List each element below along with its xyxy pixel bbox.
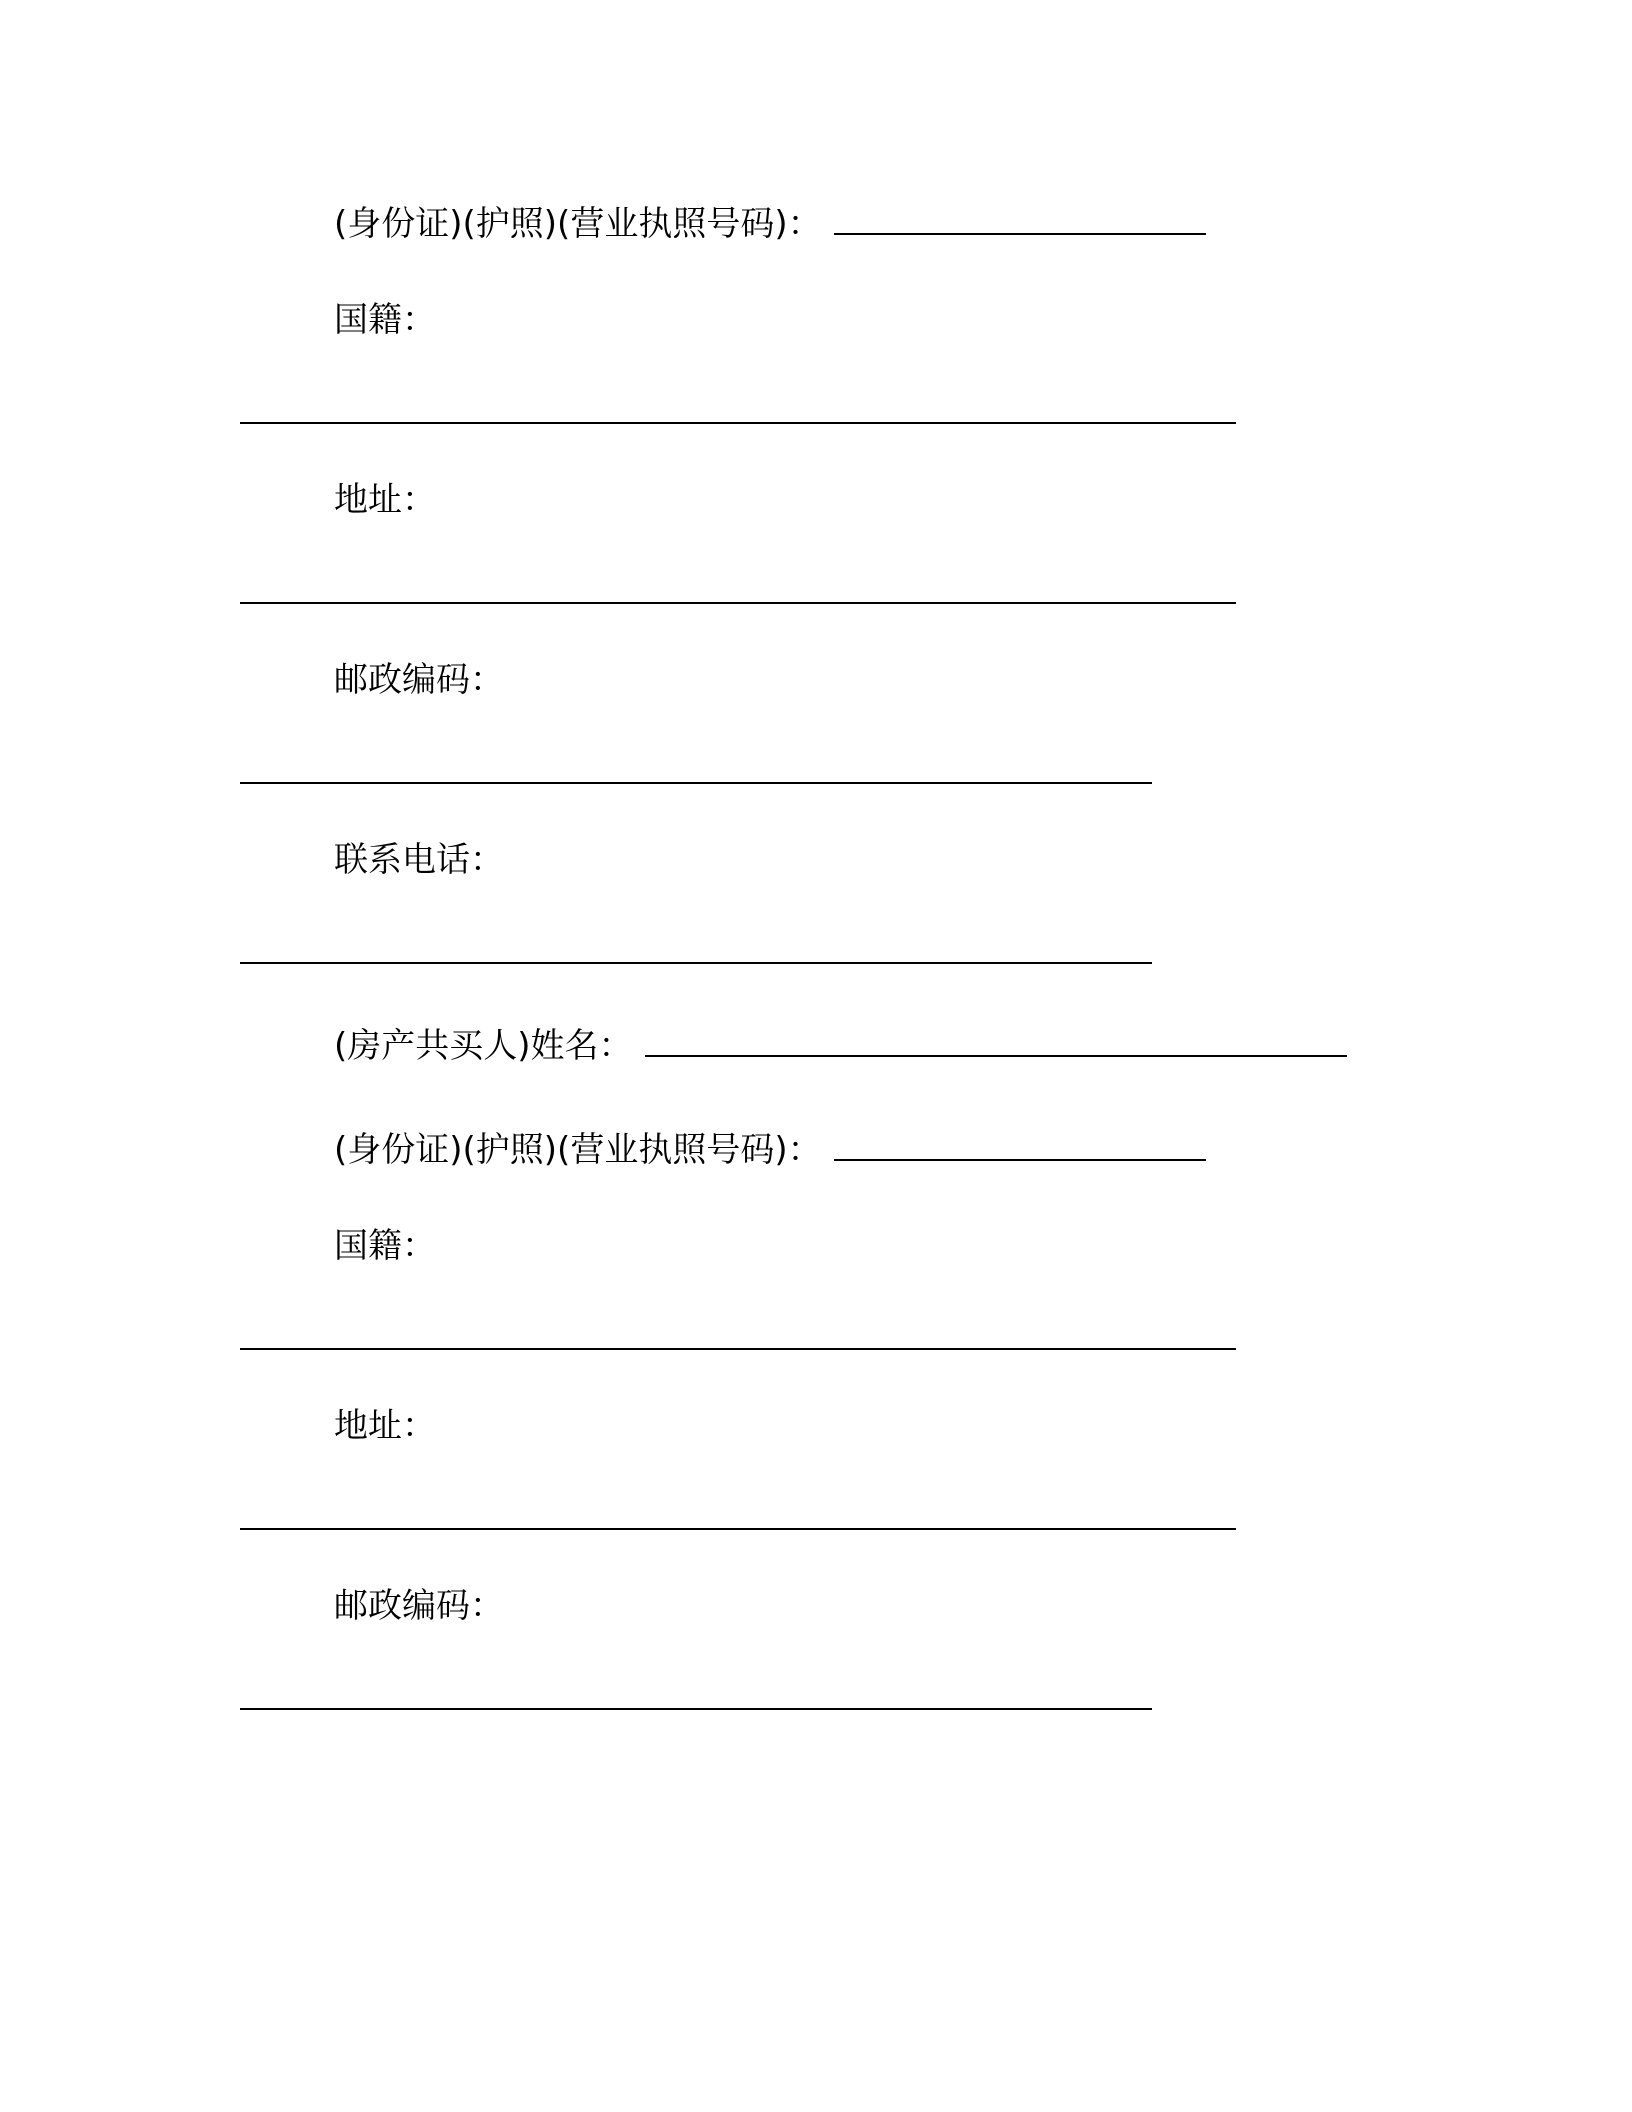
address-label: 地址：	[334, 480, 436, 520]
co-buyer-address-label: 地址：	[334, 1406, 436, 1446]
co-buyer-nationality-label: 国籍：	[334, 1226, 436, 1266]
postcode-row	[334, 656, 504, 704]
co-buyer-postcode-label: 邮政编码：	[334, 1586, 504, 1626]
phone-label: 联系电话：	[334, 840, 504, 880]
co-buyer-postcode-row	[334, 1582, 504, 1630]
address-row	[334, 476, 436, 524]
co-buyer-nationality-row	[334, 1222, 436, 1270]
co-buyer-address-row	[334, 1402, 436, 1450]
co-buyer-address-blank[interactable]	[240, 1528, 1236, 1530]
co-buyer-name-row	[334, 1022, 1347, 1070]
co-buyer-postcode-blank[interactable]	[240, 1708, 1152, 1710]
co-buyer-name-label: (房产共买人)姓名：	[334, 1026, 633, 1066]
co-buyer-id-row	[334, 1126, 1206, 1174]
postcode-label: 邮政编码：	[334, 660, 504, 700]
co-buyer-name-blank[interactable]	[645, 1029, 1347, 1057]
co-buyer-id-blank[interactable]	[834, 1133, 1206, 1161]
nationality-label: 国籍：	[334, 300, 436, 340]
co-buyer-id-label: (身份证)(护照)(营业执照号码)：	[334, 1130, 822, 1170]
postcode-blank[interactable]	[240, 782, 1152, 784]
nationality-blank[interactable]	[240, 422, 1236, 424]
phone-row	[334, 836, 504, 884]
id-field-row	[334, 200, 1206, 248]
id-blank[interactable]	[834, 207, 1206, 235]
phone-blank[interactable]	[240, 962, 1152, 964]
nationality-row	[334, 296, 436, 344]
id-label: (身份证)(护照)(营业执照号码)：	[334, 204, 822, 244]
co-buyer-nationality-blank[interactable]	[240, 1348, 1236, 1350]
address-blank[interactable]	[240, 602, 1236, 604]
